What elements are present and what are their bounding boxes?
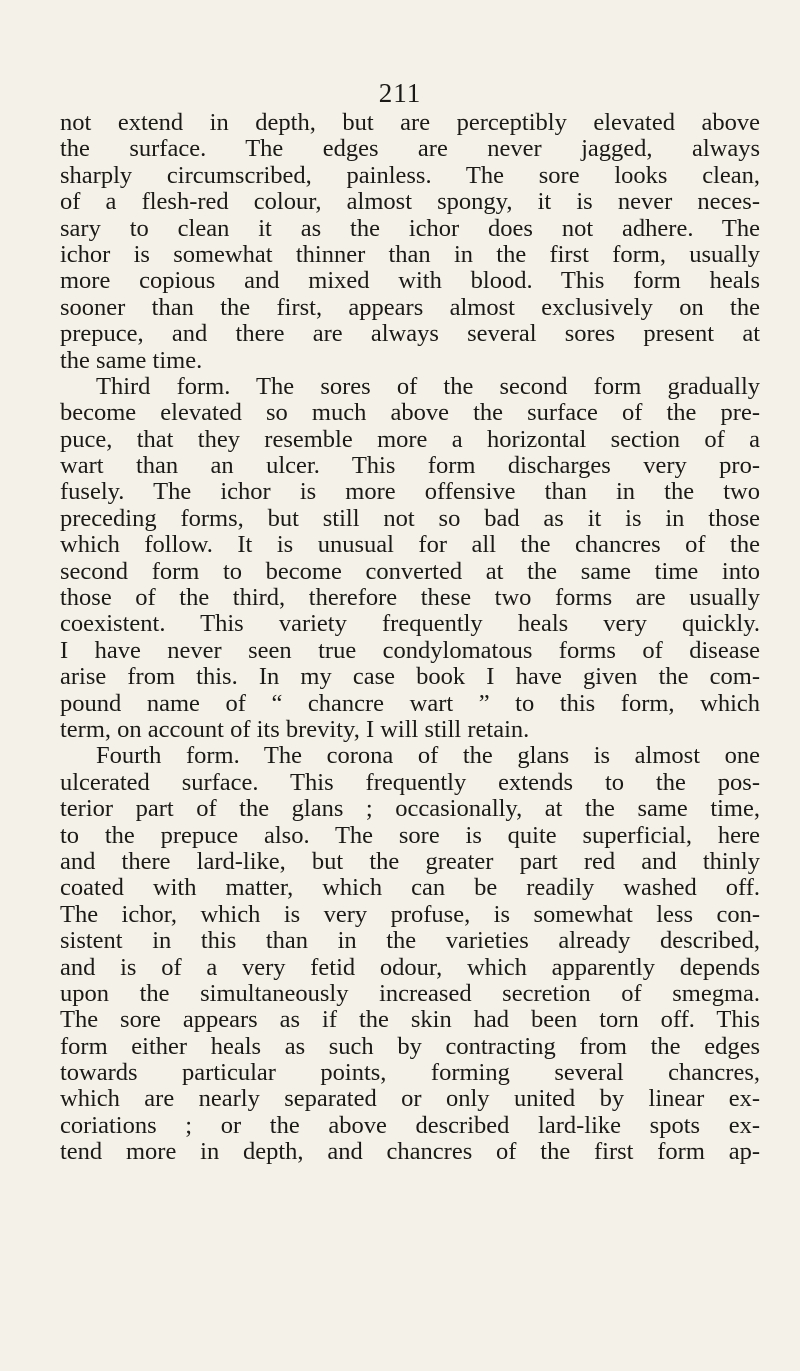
text-line: which follow. It is unusual for all the chancres of the (60, 532, 760, 559)
text-line: not extend in depth, but are perceptibly elevated above (60, 110, 760, 136)
text-line: more copious and mixed with blood. This form heals (60, 268, 760, 295)
text-line: Fourth form. The corona of the glans is almost one (96, 743, 760, 770)
text-line: sooner than the first, appears almost exclusively on the (60, 294, 760, 321)
text-line: wart than an ulcer. This form discharges very pro- (60, 453, 760, 480)
text-line: fusely. The ichor is more offensive than in the two (60, 479, 760, 506)
text-line: the surface. The edges are never jagged, always (60, 136, 760, 163)
body-text (60, 110, 760, 1166)
text-line: Third form. The sores of the second form gradually (96, 373, 760, 400)
text-line: sary to clean it as the ichor does not adhere. The (60, 215, 760, 242)
text-line: prepuce, and there are always several sores present at (60, 321, 760, 348)
text-line: upon the simultaneously increased secretion of smegma. (60, 980, 760, 1007)
text-line: The ichor, which is very profuse, is somewhat less con- (60, 901, 760, 928)
text-line: form either heals as such by contracting from the edges (60, 1033, 760, 1060)
text-line: and is of a very fetid odour, which apparently depends (60, 954, 760, 981)
text-line: to the prepuce also. The sore is quite superficial, here (60, 822, 760, 849)
text-line: puce, that they resemble more a horizontal section of a (60, 426, 760, 453)
text-line: coexistent. This variety frequently heals very quickly. (60, 611, 760, 638)
text-line: sharply circumscribed, painless. The sore looks clean, (60, 162, 760, 189)
text-line: those of the third, therefore these two forms are usually (60, 585, 760, 612)
text-line: I have never seen true condylomatous forms of disease (60, 637, 760, 664)
text-line: pound name of “ chancre wart ” to this form, which (60, 690, 760, 717)
text-line: sistent in this than in the varieties already described, (60, 928, 760, 955)
text-line: tend more in depth, and chancres of the first form ap- (60, 1139, 760, 1166)
text-line: coated with matter, which can be readily washed off. (60, 875, 760, 902)
text-line: ulcerated surface. This frequently extends to the pos- (60, 769, 760, 796)
text-line: and there lard-like, but the greater part red and thinly (60, 848, 760, 875)
text-line: terior part of the glans ; occasionally, at the same time, (60, 796, 760, 823)
text-line: preceding forms, but still not so bad as it is in those (60, 505, 760, 532)
text-line: which are nearly separated or only united by linear ex- (60, 1086, 760, 1113)
text-line: ichor is somewhat thinner than in the first form, usually (60, 241, 760, 268)
text-line: The sore appears as if the skin had been torn off. This (60, 1007, 760, 1034)
text-line: towards particular points, forming several chancres, (60, 1060, 760, 1087)
text-line: second form to become converted at the same time into (60, 558, 760, 585)
text-line: of a flesh-red colour, almost spongy, it is never neces- (60, 189, 760, 216)
text-line: term, on account of its brevity, I will still retain. (60, 716, 530, 743)
text-line: become elevated so much above the surface of the pre- (60, 400, 760, 427)
page-number: 211 (378, 78, 422, 108)
text-line: arise from this. In my case book I have given the com- (60, 664, 760, 691)
text-line: the same time. (60, 347, 203, 374)
text-line: coriations ; or the above described lard-like spots ex- (60, 1112, 760, 1139)
